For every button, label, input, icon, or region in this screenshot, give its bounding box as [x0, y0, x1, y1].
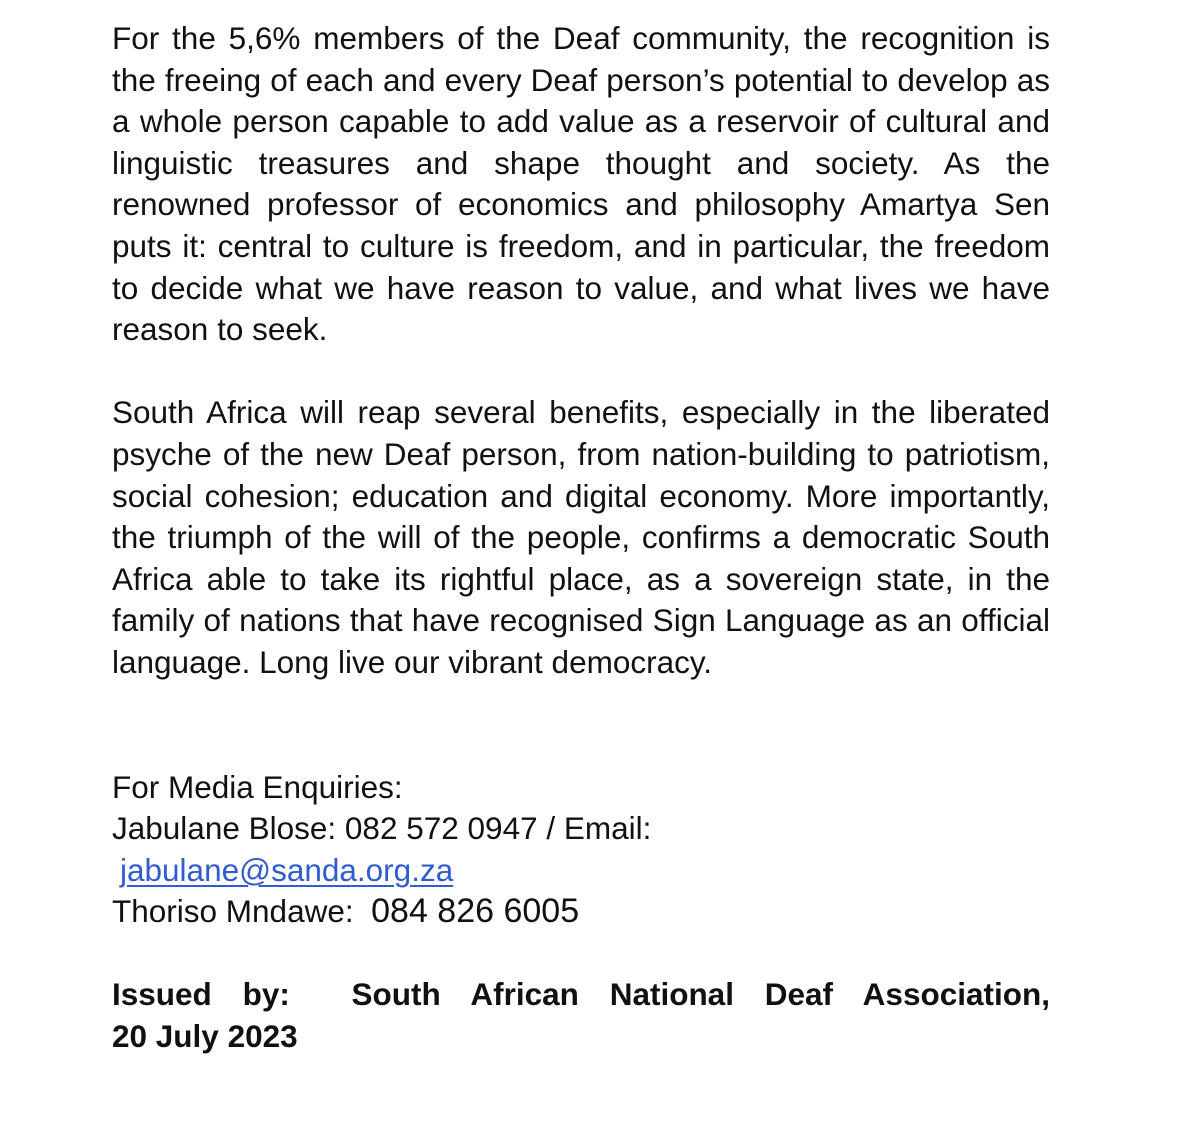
paragraph-south-africa-benefits: South Africa will reap several benefits, especially in the liberated psyche of the new Deaf person, from nation-building to patriotism, social cohesion; education and digital economy. More importantly, the triumph of the will of the people, confirms a democratic South Africa able to take its rightful place, as a sovereign state, in the family of nations that have recognised Sign Language as an official language. Long live our vibrant democracy.: [112, 394, 1050, 680]
contact-thoriso: [112, 891, 1050, 933]
paragraph-deaf-community-recognition: For the 5,6% members of the Deaf community, the recognition is the freeing of each and every Deaf person’s potential to develop as a whole person capable to add value as a reservoir of cultural and linguistic treasures and shape thought and society. As the renowned professor of economics and philosophy Amartya Sen puts it: central to culture is freedom, and in particular, the freedom to decide what we have reason to value, and what lives we have reason to seek.: [112, 20, 1050, 348]
issued-by-label: Issued by:: [112, 976, 290, 1013]
contact-thoriso-phone: 084 826 6005: [371, 892, 580, 931]
contact-jabulane: Jabulane Blose: 082 572 0947 / Email:: [112, 810, 652, 847]
contact-thoriso-name: Thoriso Mndawe:: [112, 893, 354, 930]
issued-date: 20 July 2023: [112, 1018, 298, 1055]
media-enquiries-block: [112, 767, 1050, 933]
email-link[interactable]: jabulane@sanda.org.za: [120, 851, 454, 888]
issued-by-block: [112, 974, 1050, 1016]
issued-by-organisation: South African National Deaf Association,: [351, 976, 1050, 1013]
email-line: [112, 850, 1050, 892]
document-body: [112, 18, 1050, 1058]
media-enquiries-heading: For Media Enquiries:: [112, 768, 403, 805]
